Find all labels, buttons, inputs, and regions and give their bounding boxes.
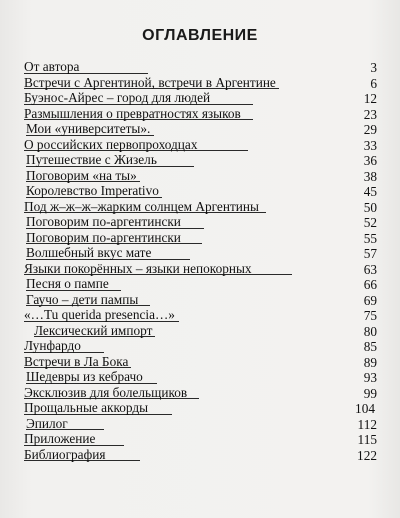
toc-entry[interactable] [24,292,377,308]
toc-entry-title: Гаучо – дети пампы [26,291,139,307]
toc-entry[interactable] [24,400,377,416]
toc-entry[interactable] [24,59,377,75]
toc-entry-page: 57 [363,246,377,261]
toc-entry-title: Королевство Imperativo [26,183,159,198]
toc-entry-page: 80 [363,323,377,339]
toc-entry-page: 63 [363,261,377,277]
toc-entry[interactable] [24,90,377,106]
table-of-contents [24,59,377,462]
toc-entry-page: 55 [363,230,377,246]
toc-entry-page: 45 [363,184,377,199]
toc-entry[interactable] [24,354,377,370]
toc-entry-title: Под ж–ж–ж–жарким солнцем Аргентины [24,198,259,214]
toc-entry-title: Поговорим по-аргентински [26,229,181,245]
toc-entry-page: 38 [363,168,377,184]
toc-entry[interactable] [24,245,377,261]
toc-entry[interactable] [24,168,377,184]
toc-entry-page: 33 [363,137,377,153]
toc-entry-title: Волшебный вкус мате [26,245,152,260]
toc-entry[interactable] [24,214,377,230]
toc-entry[interactable] [24,261,377,277]
toc-entry-title: «…Tu querida presencia…» [24,307,175,322]
toc-entry[interactable] [24,230,377,246]
toc-entry-page: 122 [357,447,377,463]
toc-entry-page: 3 [370,60,377,75]
toc-entry-title: Шедевры из кебрачо [26,369,143,384]
toc-entry-title: Поговорим по-аргентински [26,214,181,229]
toc-entry-page: 115 [357,432,377,447]
toc-entry-title: Буэнос-Айрес – город для людей [24,90,211,105]
toc-entry-title: Прощальные аккорды [24,400,149,415]
toc-entry-title: Эпилог [26,415,68,431]
toc-entry-page: 89 [363,354,377,370]
toc-entry[interactable] [24,137,377,153]
toc-entry-page: 36 [363,153,377,168]
toc-entry-title: Лексический импорт [34,322,153,338]
toc-entry[interactable] [24,431,377,447]
toc-entry[interactable] [24,75,377,91]
toc-entry[interactable] [24,369,377,385]
toc-entry-page: 69 [363,292,377,308]
toc-entry[interactable] [24,416,377,432]
toc-entry-title: Лунфардо [24,338,81,353]
toc-entry-title: Приложение [24,431,96,446]
page-title: ОГЛАВЛЕНИЕ [142,27,258,44]
toc-entry-title: О российских первопроходцах [24,136,198,152]
toc-entry[interactable] [24,152,377,168]
toc-entry[interactable] [24,447,377,463]
toc-entry-page: 50 [363,199,377,215]
toc-entry[interactable] [24,106,377,122]
toc-entry[interactable] [24,323,377,339]
toc-entry[interactable] [24,183,377,199]
toc-entry-page: 12 [363,91,377,106]
toc-entry-page: 52 [363,215,377,230]
toc-entry[interactable] [24,338,377,354]
toc-entry-page: 66 [363,277,377,292]
toc-entry-title: Библиография [24,446,106,462]
toc-entry-page: 23 [363,106,377,122]
toc-entry[interactable] [24,307,377,323]
toc-entry-title: Размышления о превратностях языков [24,105,241,121]
toc-entry-page: 75 [363,308,377,323]
toc-entry-title: Языки покорённых – языки непокорных [24,260,252,276]
toc-entry-page: 104 [355,401,375,416]
toc-entry-page: 93 [363,370,377,385]
toc-entry-title: Встречи в Ла Бока [24,353,129,369]
toc-entry-page: 85 [363,339,377,354]
toc-entry-title: Встречи с Аргентиной, встречи в Аргентине [24,74,276,90]
toc-entry-page: 29 [363,122,377,137]
toc-entry-title: Эксклюзив для болельщиков [24,384,188,400]
toc-entry[interactable] [24,276,377,292]
toc-entry-page: 6 [370,75,377,91]
toc-entry-title: Мои «университеты». [26,121,151,136]
toc-entry[interactable] [24,385,377,401]
toc-entry-title: Песня о пампе [26,276,109,291]
toc-entry[interactable] [24,199,377,215]
toc-entry-title: Путешествие с Жизель [26,152,157,167]
toc-entry-page: 99 [363,385,377,401]
toc-entry[interactable] [24,121,377,137]
toc-entry-page: 112 [357,416,377,432]
toc-entry-title: От автора [24,59,80,74]
toc-entry-title: Поговорим «на ты» [26,167,137,183]
